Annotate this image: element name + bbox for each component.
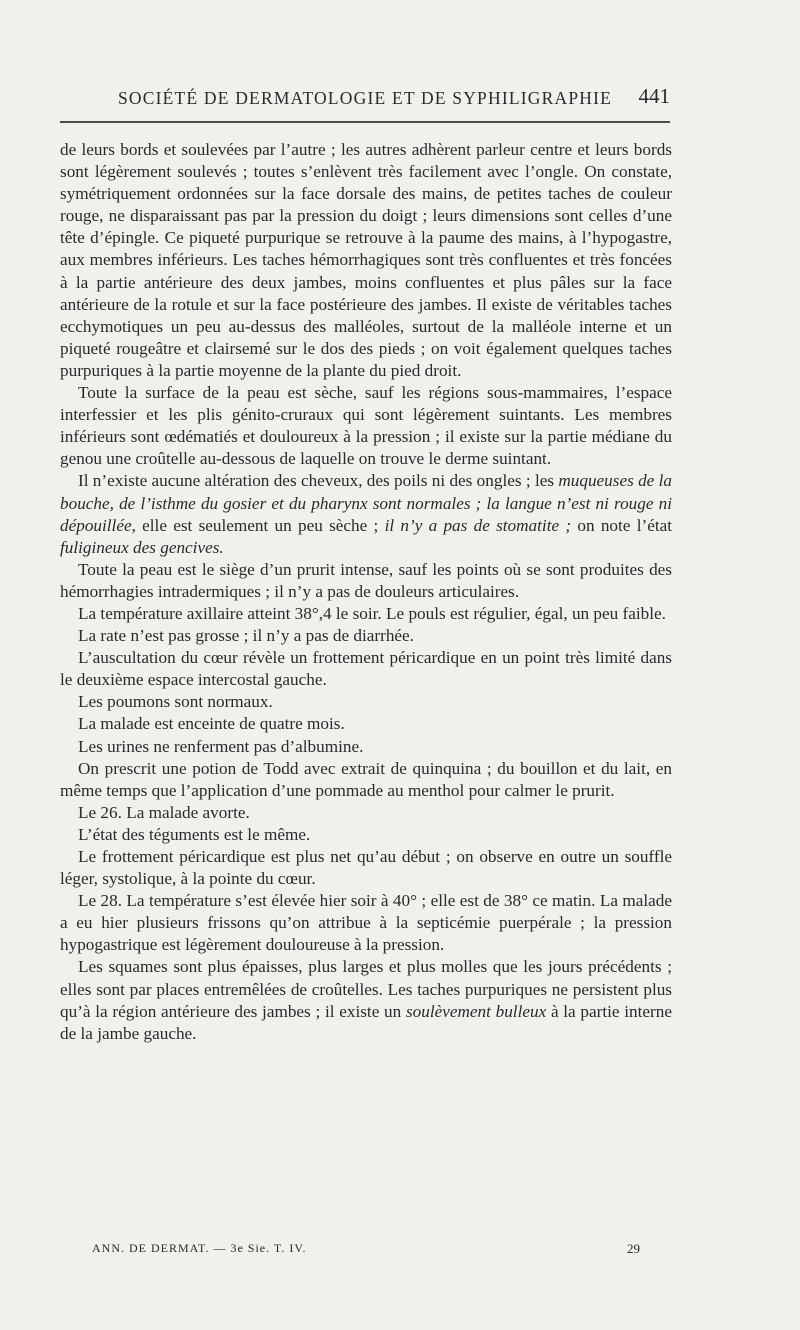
running-title: SOCIÉTÉ DE DERMATOLOGIE ET DE SYPHILIGRAPHIE bbox=[118, 88, 613, 108]
paragraph bbox=[60, 647, 672, 691]
page-number: 441 bbox=[638, 84, 670, 108]
paragraph bbox=[60, 382, 672, 470]
paragraph bbox=[60, 713, 672, 735]
text-run: L’auscultation du cœur révèle un frottement péricardique en un point très limité dans le deuxième espace intercostal gauche. bbox=[60, 648, 672, 690]
text-run: Les urines ne renferment pas d’albumine. bbox=[78, 736, 364, 756]
paragraph bbox=[60, 625, 672, 647]
text-run: de leurs bords et soulevées par l’autre ; les autres adhèrent parleur centre et leurs bords sont légèrement soulevés ; toutes s’enlèvent très facilement avec l’ongle. On constate, symétriquement ordonnées sur la face dorsale des mains, de petites taches de couleur rouge, ne disparaissant pas par la pression du doigt ; leurs dimensions sont celles d’une tête d’épingle. Ce piqueté purpurique se retrouve à la paume des mains, à l’hypogastre, aux membres inférieurs. Les taches hémorrhagiques sont très confluentes et très foncées à la partie antérieure des deux jambes, moins confluentes et plus pâles sur la face antérieure de la rotule et sur la face postérieure des jambes. Il existe de véritables taches ecchymotiques un peu au-dessus des malléoles, surtout de la malléole interne et un piqueté rougeâtre et clairsemé sur le dos des pieds ; on voit également quelques taches purpuriques à la partie moyenne de la plante du pied droit. bbox=[60, 140, 672, 380]
footer-signature: ANN. DE DERMAT. — 3e Sie. T. IV. bbox=[92, 1241, 307, 1255]
text-run: On prescrit une potion de Todd avec extrait de quinquina ; du bouillon et du lait, en même temps que l’application d’une pommade au menthol pour calmer le prurit. bbox=[60, 758, 672, 800]
header-rule bbox=[60, 121, 670, 123]
paragraph bbox=[60, 139, 672, 382]
text-run: Le 26. La malade avorte. bbox=[78, 802, 250, 822]
text-run: Le frottement péricardique est plus net qu’au début ; on observe en outre un souffle léger, systolique, à la pointe du cœur. bbox=[60, 847, 672, 889]
text-run: La température axillaire atteint 38°,4 le soir. Le pouls est régulier, égal, un peu faible. bbox=[78, 603, 666, 623]
paragraph bbox=[60, 802, 672, 824]
text-run: La rate n’est pas grosse ; il n’y a pas de diarrhée. bbox=[78, 626, 414, 646]
body-text bbox=[60, 139, 672, 1045]
text-run: Il n’existe aucune altération des cheveux, des poils ni des ongles ; les bbox=[78, 471, 559, 491]
paragraph bbox=[60, 824, 672, 846]
text-run: L’état des téguments est le même. bbox=[78, 824, 311, 844]
paragraph bbox=[60, 470, 672, 558]
text-run: à la partie interne de la jambe gauche. bbox=[60, 1001, 672, 1043]
text-run: Toute la peau est le siège d’un prurit intense, sauf les points où se sont produites des hémorrhagies intradermiques ; il n’y a pas de douleurs articulaires. bbox=[60, 559, 672, 601]
italic-text-run: il n’y a pas de stomatite ; bbox=[384, 515, 572, 535]
paragraph bbox=[60, 758, 672, 802]
running-header bbox=[118, 84, 670, 114]
text-run: Toute la surface de la peau est sèche, sauf les régions sous-mammaires, l’espace interfessier et les plis génito-cruraux qui sont légèrement suintants. Les membres inférieurs sont œdématiés et douloureux à la pression ; il existe sur la partie médiane du genou une croûtelle au-dessous de laquelle on trouve le derme suintant. bbox=[60, 383, 672, 469]
text-run: Le 28. La température s’est élevée hier soir à 40° ; elle est de 38° ce matin. La malade a eu hier plusieurs frissons qu’on attribue à la septicémie puerpérale ; la pression hypogastrique est légèrement douloureuse à la pression. bbox=[60, 891, 672, 955]
paragraph bbox=[60, 846, 672, 890]
italic-text-run: soulèvement bulleux bbox=[405, 1001, 547, 1021]
italic-text-run: fuligineux des gencives. bbox=[60, 537, 224, 557]
paragraph bbox=[60, 559, 672, 603]
paragraph bbox=[60, 603, 672, 625]
text-run: La malade est enceinte de quatre mois. bbox=[78, 714, 345, 734]
text-run: on note l’état bbox=[571, 515, 672, 535]
text-run: Les poumons sont normaux. bbox=[78, 692, 273, 712]
text-run: Les squames sont plus épaisses, plus larges et plus molles que les jours précédents ; elles sont par places entremêlées de croûtelles. Les taches purpuriques ne persistent plus qu’à la région antérieure des jambes ; il existe un bbox=[60, 957, 672, 1021]
italic-text-run: muqueuses de la bouche, de l’isthme du gosier et du pharynx sont normales ; la langue n’est ni rouge ni dépouillée, bbox=[60, 471, 672, 535]
paragraph bbox=[60, 956, 672, 1044]
page-footer bbox=[92, 1241, 640, 1261]
paragraph bbox=[60, 736, 672, 758]
signature-number: 29 bbox=[627, 1241, 640, 1256]
text-run: elle est seulement un peu sèche ; bbox=[135, 515, 385, 535]
paragraph bbox=[60, 691, 672, 713]
paragraph bbox=[60, 890, 672, 956]
